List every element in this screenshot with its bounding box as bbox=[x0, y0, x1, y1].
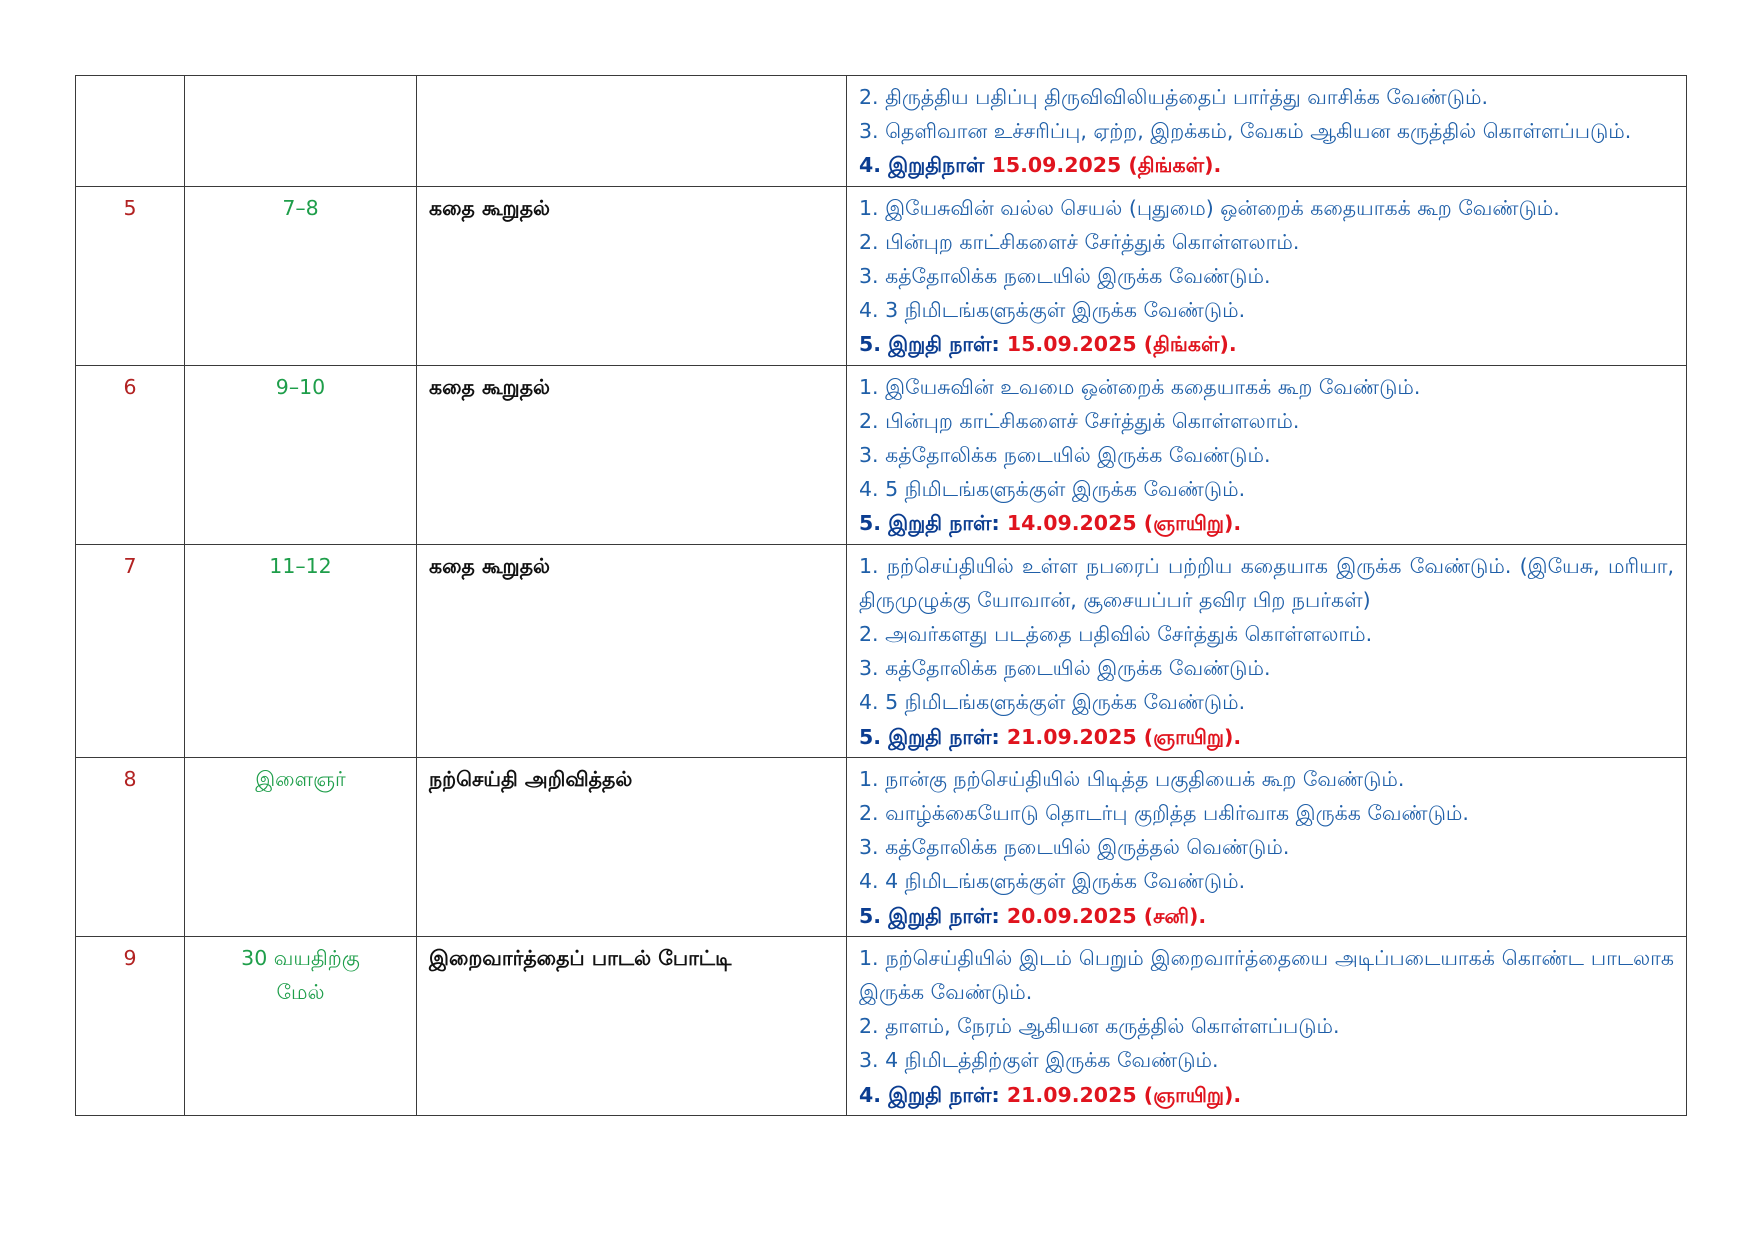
rules-cell bbox=[847, 544, 1687, 757]
serial-number: 8 bbox=[76, 757, 185, 936]
age-group-line: மேல் bbox=[276, 980, 325, 1005]
rule-item: 3. 4 நிமிடத்திற்குள் இருக்க வேண்டும். bbox=[859, 1048, 1219, 1073]
rule-item: 3. கத்தோலிக்க நடையில் இருக்க வேண்டும். bbox=[859, 264, 1271, 289]
deadline-date: 20.09.2025 (சனி). bbox=[1006, 903, 1207, 928]
event-name: நற்செய்தி அறிவித்தல் bbox=[417, 757, 847, 936]
rules-cell bbox=[847, 76, 1687, 187]
rules-cell bbox=[847, 757, 1687, 936]
event-name: இறைவார்த்தைப் பாடல் போட்டி bbox=[417, 936, 847, 1115]
deadline bbox=[859, 1078, 1674, 1112]
deadline-label: 4. இறுதி நாள்: bbox=[859, 1082, 1007, 1107]
deadline bbox=[859, 899, 1674, 933]
event-name: கதை கூறுதல் bbox=[417, 365, 847, 544]
rule-item: 3. கத்தோலிக்க நடையில் இருக்க வேண்டும். bbox=[859, 443, 1271, 468]
deadline-date: 15.09.2025 (திங்கள்). bbox=[1006, 332, 1237, 357]
rule-item: 1. இயேசுவின் உவமை ஒன்றைக் கதையாகக் கூற வேண்டும். bbox=[859, 374, 1421, 399]
competition-table bbox=[75, 75, 1687, 1116]
event-name: கதை கூறுதல் bbox=[417, 544, 847, 757]
table-row bbox=[76, 365, 1687, 544]
deadline-label: 5. இறுதி நாள்: bbox=[859, 903, 1007, 928]
deadline-date: 21.09.2025 (ஞாயிறு). bbox=[1006, 724, 1242, 749]
rule-item: 4. 5 நிமிடங்களுக்குள் இருக்க வேண்டும். bbox=[859, 477, 1246, 502]
deadline-date: 21.09.2025 (ஞாயிறு). bbox=[1006, 1082, 1242, 1107]
deadline bbox=[859, 720, 1674, 754]
rule-item: 1. இயேசுவின் வல்ல செயல் (புதுமை) ஒன்றைக் கதையாகக் கூற வேண்டும். bbox=[859, 195, 1560, 220]
event-name bbox=[417, 76, 847, 187]
rule-item: 3. கத்தோலிக்க நடையில் இருக்க வேண்டும். bbox=[859, 656, 1271, 681]
rule-item: 4. 5 நிமிடங்களுக்குள் இருக்க வேண்டும். bbox=[859, 690, 1246, 715]
rule-item: 3. தெளிவான உச்சரிப்பு, ஏற்ற, இறக்கம், வேகம் ஆகியன கருத்தில் கொள்ளப்படும். bbox=[859, 119, 1632, 144]
table-row bbox=[76, 757, 1687, 936]
event-name: கதை கூறுதல் bbox=[417, 186, 847, 365]
serial-number: 7 bbox=[76, 544, 185, 757]
table-row bbox=[76, 544, 1687, 757]
rule-item: 1. நான்கு நற்செய்தியில் பிடித்த பகுதியைக் கூற வேண்டும். bbox=[859, 766, 1405, 791]
rule-item: 4. 3 நிமிடங்களுக்குள் இருக்க வேண்டும். bbox=[859, 298, 1246, 323]
deadline-date: 14.09.2025 (ஞாயிறு). bbox=[1006, 511, 1242, 536]
rules-cell bbox=[847, 365, 1687, 544]
rule-item: 2. பின்புற காட்சிகளைச் சேர்த்துக் கொள்ளலாம். bbox=[859, 408, 1300, 433]
rules-cell bbox=[847, 186, 1687, 365]
deadline-label: 5. இறுதி நாள்: bbox=[859, 724, 1007, 749]
rule-item: 1. நற்செய்தியில் உள்ள நபரைப் பற்றிய கதையாக இருக்க வேண்டும். (இயேசு, மரியா, திருமுழுக்கு யோவான், சூசையப்பர் தவிர பிற நபர்கள்) bbox=[859, 553, 1674, 612]
rule-item: 2. வாழ்க்கையோடு தொடர்பு குறித்த பகிர்வாக இருக்க வேண்டும். bbox=[859, 801, 1469, 826]
table-row bbox=[76, 76, 1687, 187]
age-group bbox=[185, 936, 417, 1115]
table-row bbox=[76, 936, 1687, 1115]
deadline-date: 15.09.2025 (திங்கள்). bbox=[991, 153, 1222, 178]
rules-cell bbox=[847, 936, 1687, 1115]
age-group: 7–8 bbox=[185, 186, 417, 365]
age-group-line: 30 வயதிற்கு bbox=[241, 945, 360, 970]
rule-item: 2. திருத்திய பதிப்பு திருவிவிலியத்தைப் பார்த்து வாசிக்க வேண்டும். bbox=[859, 85, 1488, 109]
deadline-label: 5. இறுதி நாள்: bbox=[859, 332, 1007, 357]
deadline bbox=[859, 327, 1674, 361]
serial-number bbox=[76, 76, 185, 187]
rule-item: 2. தாளம், நேரம் ஆகியன கருத்தில் கொள்ளப்படும். bbox=[859, 1014, 1340, 1039]
rule-item: 2. அவர்களது படத்தை பதிவில் சேர்த்துக் கொள்ளலாம். bbox=[859, 622, 1373, 647]
deadline-label: 5. இறுதி நாள்: bbox=[859, 511, 1007, 536]
table-row bbox=[76, 186, 1687, 365]
age-group bbox=[185, 76, 417, 187]
rule-item: 2. பின்புற காட்சிகளைச் சேர்த்துக் கொள்ளலாம். bbox=[859, 229, 1300, 254]
age-group: இளைஞர் bbox=[185, 757, 417, 936]
deadline bbox=[859, 148, 1674, 182]
rule-item: 4. 4 நிமிடங்களுக்குள் இருக்க வேண்டும். bbox=[859, 869, 1246, 894]
age-group: 9–10 bbox=[185, 365, 417, 544]
deadline bbox=[859, 506, 1674, 540]
deadline-label: 4. இறுதிநாள் bbox=[859, 153, 992, 178]
serial-number: 9 bbox=[76, 936, 185, 1115]
serial-number: 5 bbox=[76, 186, 185, 365]
age-group: 11–12 bbox=[185, 544, 417, 757]
rule-item: 3. கத்தோலிக்க நடையில் இருத்தல் வெண்டும். bbox=[859, 835, 1290, 860]
serial-number: 6 bbox=[76, 365, 185, 544]
rule-item: 1. நற்செய்தியில் இடம் பெறும் இறைவார்த்தையை அடிப்படையாகக் கொண்ட பாடலாக இருக்க வேண்டும். bbox=[859, 945, 1674, 1005]
